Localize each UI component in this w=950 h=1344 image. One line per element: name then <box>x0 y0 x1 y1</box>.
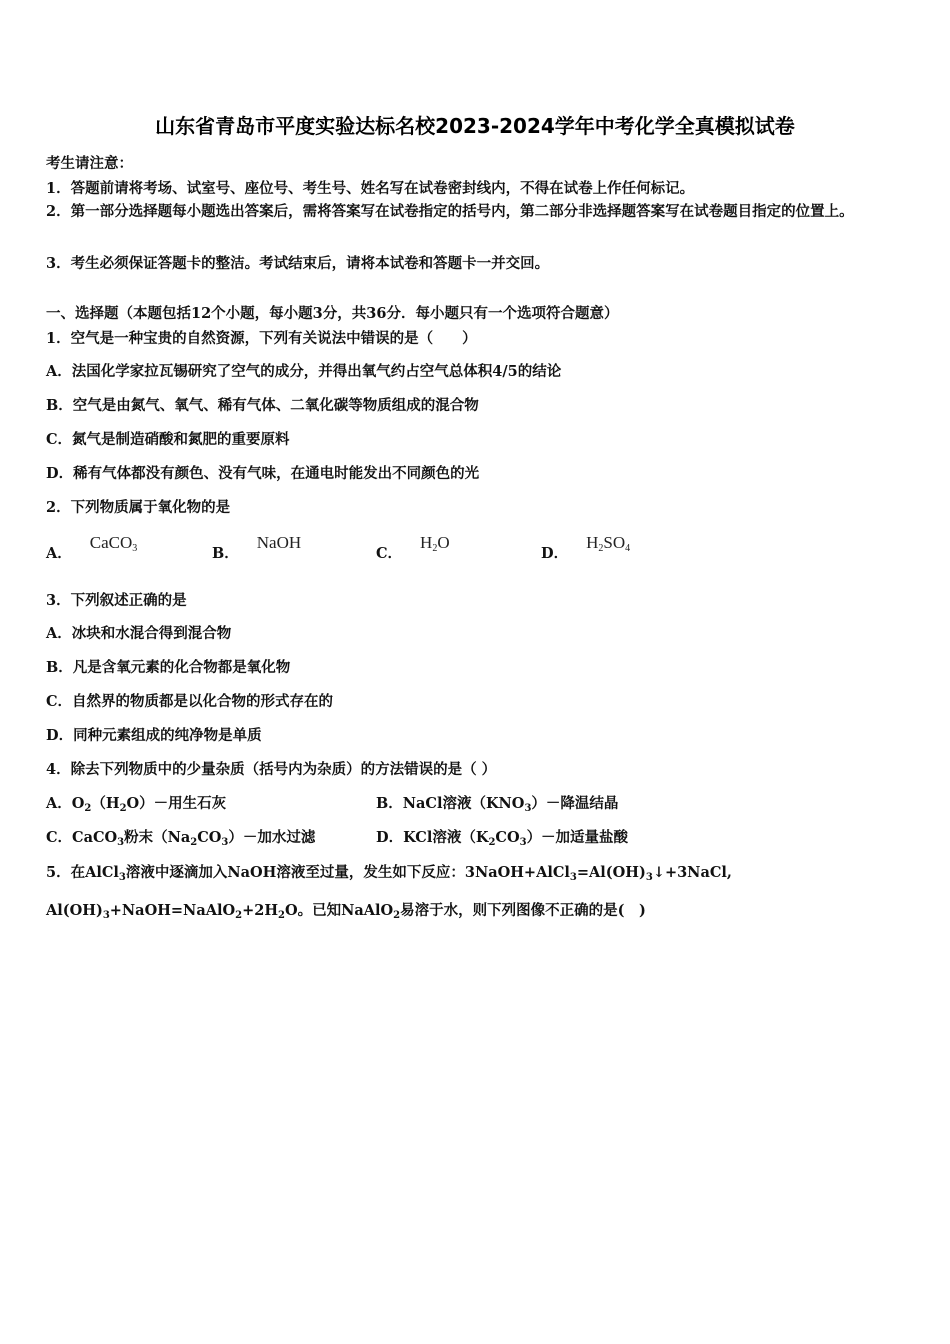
formula: CaCO$_3$ <box>89 533 138 554</box>
formula: NaOH <box>256 533 302 552</box>
option-label: D． <box>541 545 569 562</box>
q1-stem: 1．空气是一种宝贵的自然资源，下列有关说法中错误的是（ ） <box>46 330 477 347</box>
q1-option-b: B．空气是由氮气、氧气、稀有气体、二氧化碳等物质组成的混合物 <box>46 397 479 414</box>
q1-option-c: C．氮气是制造硝酸和氮肥的重要原料 <box>46 431 290 448</box>
notice-item-3: 3．考生必须保证答题卡的整洁。考试结束后，请将本试卷和答题卡一并交回。 <box>46 255 550 272</box>
q5-stem-line-1: 5．在AlCl$_3$溶液中逐滴加入NaOH溶液至过量，发生如下反应：$3NaOH+AlCl_3=Al(OH)_3↓+3NaCl$, <box>46 864 732 883</box>
q3-option-a: A．冰块和水混合得到混合物 <box>46 625 232 642</box>
q5-stem-line-2: $Al(OH)_3+NaOH=NaAlO_2+2H_2O$。已知NaAlO$_2$易溶于水，则下列图像不正确的是( ) <box>46 902 646 921</box>
q4-option-d: D．KCl溶液$(K_2CO_3)-$加适量盐酸 <box>376 829 629 848</box>
q3-option-b: B．凡是含氧元素的化合物都是氧化物 <box>46 659 291 676</box>
q2-option-d <box>541 533 631 564</box>
q2-option-a <box>46 533 138 564</box>
q4-option-a: A．$O_2(H_2O)-$用生石灰 <box>46 795 227 814</box>
formula: $H_2SO_4$ <box>586 533 631 554</box>
notice-item-1: 1．答题前请将考场、试室号、座位号、考生号、姓名写在试卷密封线内，不得在试卷上作任何标记。 <box>46 180 695 197</box>
q3-stem: 3．下列叙述正确的是 <box>46 592 187 609</box>
option-label: B． <box>212 545 239 562</box>
q3-option-d: D．同种元素组成的纯净物是单质 <box>46 727 262 744</box>
q2-option-b <box>212 533 302 563</box>
notice-item-2: 2．第一部分选择题每小题选出答案后，需将答案写在试卷指定的括号内，第二部分非选择题答案写在试卷题目指定的位置上。 <box>46 203 854 220</box>
option-label: C． <box>376 545 403 562</box>
option-label: A． <box>46 545 72 562</box>
q1-option-d: D．稀有气体都没有颜色、没有气味，在通电时能发出不同颜色的光 <box>46 465 480 482</box>
notice-heading: 考生请注意： <box>46 155 133 172</box>
q4-option-c: C．CaCO$_3$粉末$(Na_2CO_3)-$加水过滤 <box>46 829 316 848</box>
q3-option-c: C．自然界的物质都是以化合物的形式存在的 <box>46 693 334 710</box>
section-heading: 一、选择题（本题包括12个小题，每小题3分，共36分．每小题只有一个选项符合题意） <box>46 305 619 322</box>
formula: $H_2O$ <box>420 533 450 554</box>
q4-option-b: B．NaCl溶液$(KNO_3)-$降温结晶 <box>376 795 619 814</box>
q4-stem: 4．除去下列物质中的少量杂质（括号内为杂质）的方法错误的是（ ） <box>46 761 497 778</box>
q1-option-a: A．法国化学家拉瓦锡研究了空气的成分，并得出氧气约占空气总体积4/5的结论 <box>46 363 562 380</box>
page-title: 山东省青岛市平度实验达标名校2023-2024学年中考化学全真模拟试卷 <box>155 114 795 138</box>
q2-option-c <box>376 533 450 564</box>
q2-stem: 2．下列物质属于氧化物的是 <box>46 499 231 516</box>
